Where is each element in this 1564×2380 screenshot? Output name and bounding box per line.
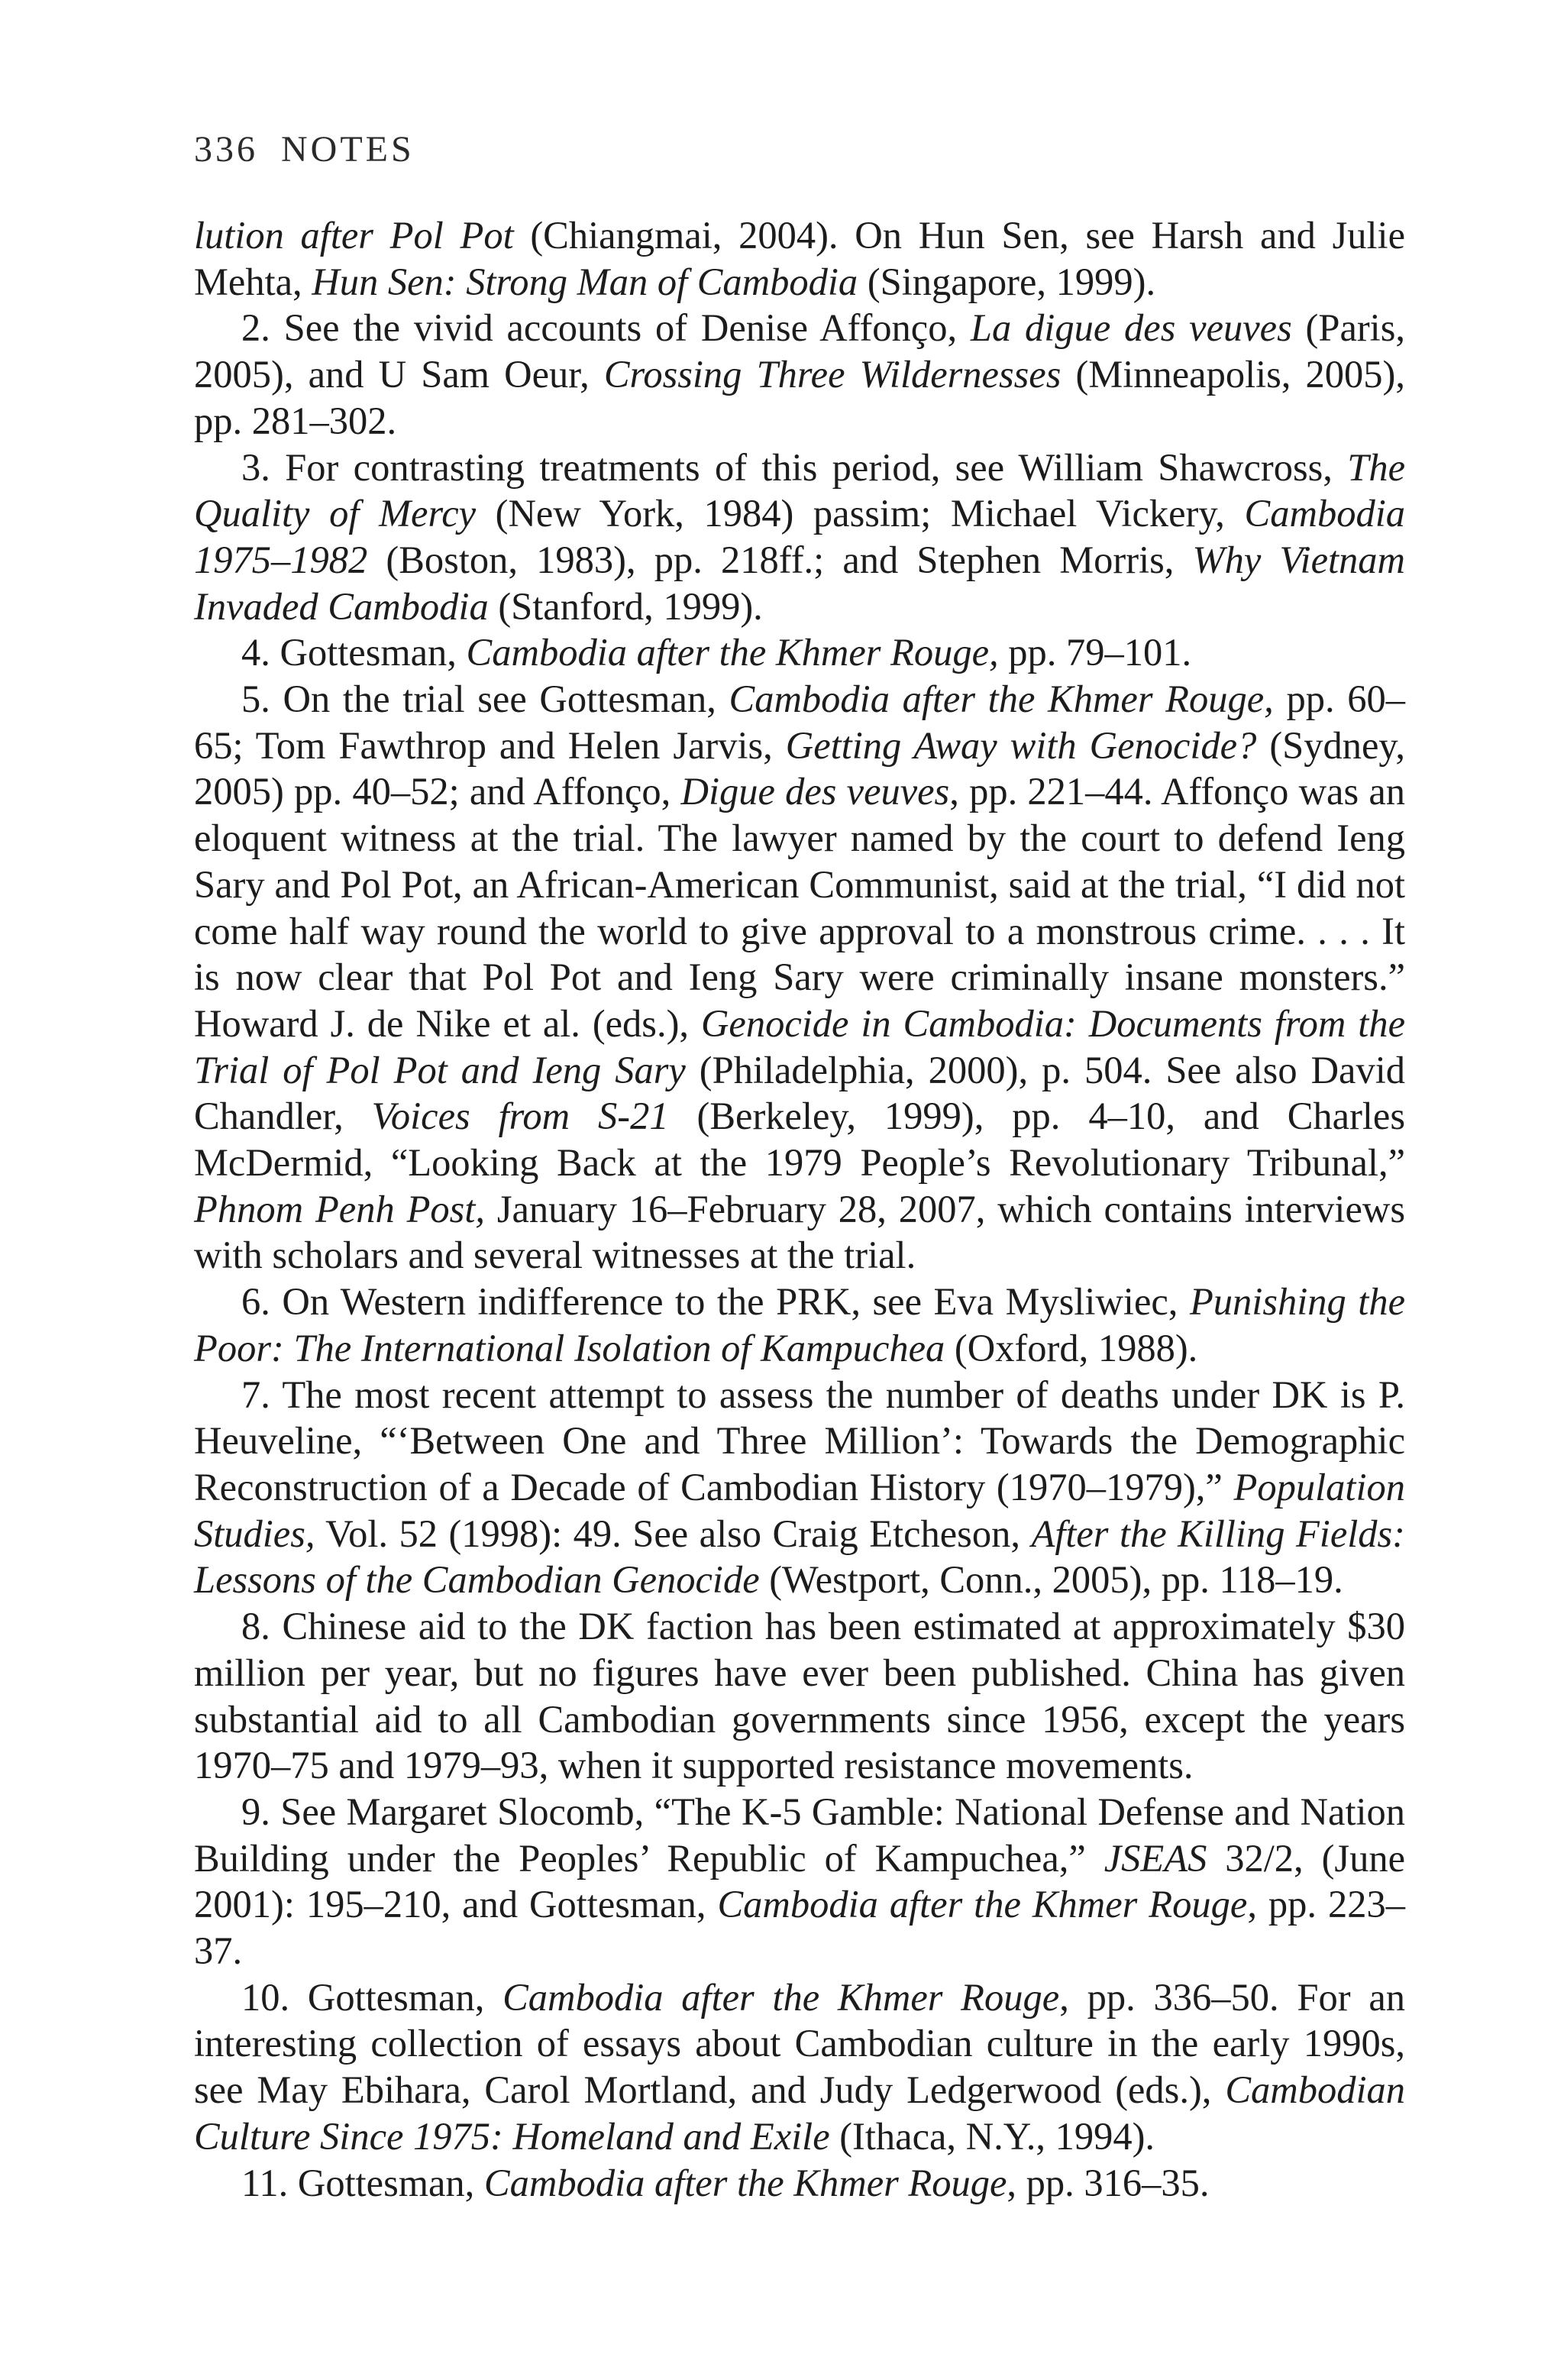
italic-title: Genocide in Cambodia: Documents from the Trial of Pol Pot and Ieng Sary [194, 1001, 1405, 1091]
note-text: , pp. 223–37. [194, 1883, 1405, 1973]
note-text: 4. Gottesman, [241, 631, 467, 674]
running-head [194, 122, 1405, 177]
italic-title: Digue des veuves [680, 770, 950, 813]
italic-title: Punishing the Poor: The International Isolation of Kampuchea [194, 1280, 1405, 1369]
italic-title: Phnom Penh Post, [194, 1187, 485, 1230]
italic-title: Cambodia after the Khmer Rouge, [729, 677, 1274, 721]
note-text: (Berkeley, 1999), pp. 4–10, and Charles McDermid, “Looking Back at the 1979 People’s Revolutionary Tribunal,” [194, 1095, 1406, 1185]
note-text: 8. Chinese aid to the DK faction has been estimated at approximately $30 million per year, but no figures have ever been published. China has given substantial aid to all Cambodian governments since 1956, except the years 1970–75 and 1979–93, when it supported resistance movements. [194, 1605, 1405, 1787]
section-title: NOTES [281, 129, 415, 170]
note-text: (Paris, 2005), and U Sam Oeur, [194, 306, 1405, 396]
note-text: 5. On the trial see Gottesman, [241, 677, 729, 721]
italic-title: After the Killing Fields: Lessons of the Cambodian Genocide [194, 1512, 1405, 1602]
note-text: (Chiangmai, 2004). On Hun Sen, see Harsh and Julie Mehta, [194, 214, 1405, 303]
footnote [194, 1789, 1405, 1974]
note-text: , pp. 336–50. For an interesting collection of essays about Cambodian culture in the early 1990s, see May Ebihara, Carol Mortland, and Judy Ledgerwood (eds.), [194, 1975, 1405, 2112]
footnote [194, 1603, 1405, 1789]
note-continuation [194, 212, 1405, 305]
italic-title: Hun Sen: Strong Man of Cambodia [312, 260, 858, 303]
book-page [194, 122, 1405, 2206]
note-text: (Westport, Conn., 2005), pp. 118–19. [759, 1558, 1343, 1602]
note-text: (Minneapolis, 2005), pp. 281–302. [194, 353, 1406, 442]
note-text: , pp. 316–35. [1007, 2161, 1210, 2204]
note-text: (Stanford, 1999). [488, 584, 763, 628]
italic-title: Why Vietnam Invaded Cambodia [194, 538, 1405, 628]
italic-title: JSEAS [1104, 1836, 1207, 1880]
footnote [194, 305, 1405, 444]
note-text: January 16–February 28, 2007, which contains interviews with scholars and several witnesses at the trial. [194, 1187, 1405, 1277]
italic-title: Cambodia after the Khmer Rouge, [466, 631, 999, 674]
note-text: , pp. 221–44. Affonço was an eloquent witness at the trial. The lawyer named by the court to defend Ieng Sary and Pol Pot, an African-American Communist, said at the trial, “I did not come half way round the world to give approval to a monstrous crime. . . . It is now clear that Pol Pot and Ieng Sary were criminally insane monsters.” Howard J. de Nike et al. (eds.), [194, 770, 1405, 1045]
italic-title: Voices from S-21 [371, 1095, 669, 1138]
note-text: 7. The most recent attempt to assess the number of deaths under DK is P. Heuveline, “‘Between One and Three Million’: Towards the Demographic Reconstruction of a Decade of Cambodian History (1970–1979),” [194, 1373, 1405, 1509]
note-text: pp. 79–101. [998, 631, 1192, 674]
italic-title: Population Studies, [194, 1465, 1405, 1555]
italic-title: Cambodia 1975–1982 [194, 492, 1405, 581]
italic-title: Cambodia after the Khmer Rouge [483, 2161, 1007, 2204]
footnote [194, 629, 1405, 676]
note-text: Vol. 52 (1998): 49. See also Craig Etcheson, [315, 1512, 1032, 1555]
note-text: (Singapore, 1999). [858, 260, 1156, 303]
note-text: (New York, 1984) passim; Michael Vickery, [476, 492, 1245, 535]
note-text: 6. On Western indifference to the PRK, see Eva Mysliwiec, [241, 1280, 1190, 1324]
note-text: 2. See the vivid accounts of Denise Affonço, [241, 306, 971, 350]
italic-title: Cambodia after the Khmer Rouge [502, 1975, 1060, 2019]
footnote [194, 1372, 1405, 1604]
notes-list [194, 212, 1405, 2206]
italic-title: The Quality of Mercy [194, 445, 1405, 535]
italic-title: Cambodian Culture Since 1975: Homeland and Exile [194, 2068, 1405, 2158]
footnote [194, 1279, 1405, 1371]
italic-title: Crossing Three Wildernesses [603, 353, 1062, 396]
note-text: (Oxford, 1988). [945, 1326, 1198, 1369]
note-text: (Boston, 1983), pp. 218ff.; and Stephen Morris, [367, 538, 1193, 581]
note-text: 9. See Margaret Slocomb, “The K-5 Gamble: National Defense and Nation Building under the Peoples’ Republic of Kampuchea,” [194, 1790, 1405, 1880]
note-text: 10. Gottesman, [241, 1975, 503, 2019]
footnote [194, 445, 1405, 630]
note-text: (Ithaca, N.Y., 1994). [829, 2114, 1155, 2158]
note-text: pp. 60–65; Tom Fawthrop and Helen Jarvis, [194, 677, 1406, 767]
italic-title: La digue des veuves [970, 306, 1292, 350]
page-number: 336 [194, 129, 258, 170]
note-text: 3. For contrasting treatments of this period, see William Shawcross, [241, 445, 1348, 489]
italic-title: Cambodia after the Khmer Rouge [717, 1883, 1248, 1926]
note-text: 32/2, (June 2001): 195–210, and Gottesman, [194, 1836, 1405, 1926]
italic-title: Getting Away with Genocide? [785, 723, 1257, 767]
italic-title: lution after Pol Pot [194, 214, 514, 257]
footnote [194, 2160, 1405, 2207]
footnote [194, 676, 1405, 1279]
footnote [194, 1974, 1405, 2160]
note-text: 11. Gottesman, [241, 2161, 484, 2204]
note-text: (Philadelphia, 2000), p. 504. See also David Chandler, [194, 1048, 1405, 1138]
note-text: (Sydney, 2005) pp. 40–52; and Affonço, [194, 723, 1405, 813]
